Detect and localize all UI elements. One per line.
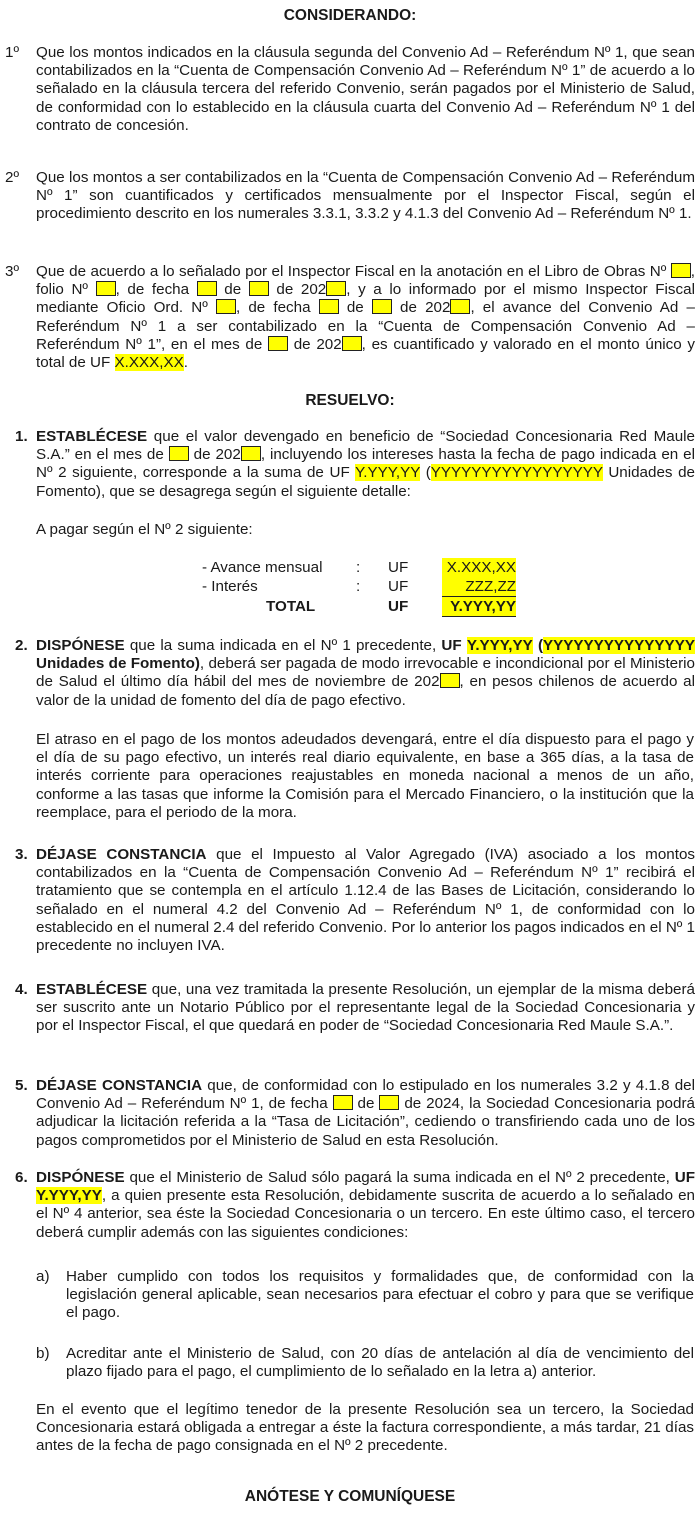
bold-keyword: ( [537,637,543,654]
condition-text: Acreditar ante el Ministerio de Salud, con 20 días de antelación al día de vencimiento del plazo fijado para el pago, el cumplimiento de lo señalado en la letra a) anterior. [66,1345,694,1381]
amount-highlight: Y.YYY,YY [36,1187,102,1205]
resuelvo-2 [5,637,695,710]
item-text [36,428,695,501]
text-segment: , y a lo informado por el mismo Inspector Fiscal mediante Oficio Ord. Nº [36,281,695,317]
item-number: 1. [15,428,28,445]
resuelvo-1 [5,428,695,501]
text-segment: de [346,299,364,317]
blank-field [326,281,346,296]
clause-text [36,263,695,372]
condition-b [36,1345,694,1381]
text-segment: de 202 [400,299,451,317]
bold-keyword: ESTABLÉCESE [36,981,148,998]
blank-field [169,446,189,461]
item-text [36,1077,695,1150]
summary-table [0,558,700,618]
clause-text: Que los montos indicados en la cláusula segunda del Convenio Ad – Referéndum Nº 1, que sean contabilizados en la “Cuenta de Compensación Convenio Ad – Referéndum Nº 1” de acuerdo a lo señalado en la cláusula tercera del referido Convenio, serán pagados por el Ministerio de Salud, de conformidad con lo establecido en la cláusula cuarta del Convenio Ad – Referéndum Nº 1 del contrato de concesión. [36,44,695,134]
considerando-1 [5,44,695,135]
blank-field [372,299,392,314]
text-segment: , folio Nº [36,263,695,299]
text-segment: . [183,354,188,372]
blank-field [450,299,470,314]
text-segment: ( [425,464,431,482]
interest-paragraph: El atraso en el pago de los montos adeudados devengará, entre el día dispuesto para el pago y el día de su pago efectivo, un interés real diario equivalente, en base a 365 días, a la tasa de interés corriente para operaciones reajustables en moneda nacional a menos de un año, conforme a las tasas que informe la Comisión para el Mercado Financiero, o la institución que la reemplace, para el periodo de la mora. [36,731,694,821]
resuelvo-4 [5,981,695,1036]
text-segment: que la suma indicada en el Nº 1 precedente, [129,637,437,654]
item-text [36,981,695,1036]
item-text [36,637,695,710]
item-text [36,846,695,955]
bold-keyword: Unidades de Fomento) [36,655,200,673]
considerando-heading: CONSIDERANDO: [283,7,417,24]
considerando-3 [5,263,695,372]
amount-words-highlight: YYYYYYYYYYYYYYYYY [430,464,603,482]
blank-field [440,673,460,688]
bold-keyword: DISPÓNESE [36,637,125,654]
item-number: 6. [15,1169,28,1186]
condition-label: a) [36,1268,50,1285]
blank-field [671,263,691,278]
summary-unit: UF [388,559,409,576]
blank-field [268,336,288,351]
summary-colon: : [356,578,361,595]
text-segment: de 202 [276,281,327,299]
blank-field [241,446,261,461]
blank-field [249,281,269,296]
amount-highlight: X.XXX,XX [114,354,184,372]
text-segment: , incluyendo los intereses hasta la fecha de pago indicada en el Nº 2 siguiente, corresponde a la suma de UF [36,446,696,482]
text-segment: , el avance del Convenio Ad – Referéndum Nº 1 a ser contabilizado en la “Cuenta de Compensación Convenio Ad – Referéndum Nº 1”, en el mes de [36,299,695,353]
text-segment: de [224,281,242,299]
condition-text: Haber cumplido con todos los requisitos y formalidades que, de conformidad con la legislación general aplicable, sean necesarios para efectuar el cobro y para que se verifique el pago. [66,1268,694,1322]
text-segment: que el Ministerio de Salud sólo pagará la suma indicada en el Nº 2 precedente, [129,1169,670,1186]
summary-total-unit: UF [388,598,409,615]
closing-paragraph: En el evento que el legítimo tenedor de la presente Resolución sea un tercero, la Sociedad Concesionaria estará obligada a entregar a éste la factura correspondiente, a más tardar, 21 días antes de la fecha de pago consignada en el Nº 2 precedente. [36,1401,694,1455]
clause-text: Que los montos a ser contabilizados en la “Cuenta de Compensación Convenio Ad – Referéndum Nº 1” son cuantificados y certificados mensualmente por el Inspector Fiscal, según el procedimiento descrito en los numerales 3.3.1, 3.3.2 y 4.1.3 del Convenio Ad – Referéndum Nº 1. [36,169,695,223]
item-number: 2. [15,637,28,654]
bold-keyword: UF [441,637,462,654]
text-segment: que el Impuesto al Valor Agregado (IVA) asociado a los montos contabilizados en la “Cuenta de Compensación Convenio Ad – Referéndum Nº 1” recibirá el tratamiento que se contempla en el artículo 1.12.4 de las Bases de Licitación, considerando lo señalado en el numeral 4.2 del Convenio Ad – Referéndum Nº 1, de conformidad con lo establecido en el numeral 2.4 del referido Convenio. Por lo anterior los pagos indicados en el Nº 1 precedente no incluyen IVA. [36,846,696,955]
text-segment: , deberá ser pagada de modo irrevocable e incondicional por el Ministerio de Salud el último día hábil del mes de noviembre de 202 [36,655,695,691]
amount-highlight: Y.YYY,YY [466,637,533,654]
considerando-2 [5,169,695,224]
summary-total-label: TOTAL [266,598,316,615]
clause-number: 1º [5,44,19,61]
blank-field [333,1095,353,1110]
blank-field [216,299,236,314]
clause-number: 3º [5,263,19,280]
summary-value: ZZZ,ZZ [442,577,516,596]
condition-label: b) [36,1345,50,1362]
text-segment: de 202 [193,446,241,464]
blank-field [379,1095,399,1110]
resuelvo-heading: RESUELVO: [305,392,395,409]
resuelvo-3 [5,846,695,955]
text-segment: Que de acuerdo a lo señalado por el Inspector Fiscal en la anotación en el Libro de Obras Nº [36,263,667,280]
text-segment: que el valor devengado en beneficio de “Sociedad Concesionaria Red Maule S.A.” en el mes de [36,428,695,464]
footer-heading: ANÓTESE Y COMUNÍQUESE [244,1488,456,1505]
text-segment: de 2024, la Sociedad Concesionaria podrá adjudicar la licitación referida a la “Tasa de Licitación”, cediendo o transfiriendo cada uno de los pagos comprometidos por el Ministerio de Salud en esta Resolución. [36,1095,695,1149]
bold-keyword: DISPÓNESE [36,1169,125,1186]
bold-keyword: DÉJASE CONSTANCIA [36,846,207,863]
blank-field [197,281,217,296]
summary-unit: UF [388,578,409,595]
condition-a [36,1268,694,1323]
pay-label: A pagar según el Nº 2 siguiente: [36,521,253,538]
bold-keyword: UF [674,1169,695,1186]
text-segment: , de fecha [115,281,190,299]
resuelvo-5 [5,1077,695,1150]
text-segment: que, de conformidad con lo estipulado en los numerales 3.2 y 4.1.8 del Convenio Ad – Referéndum Nº 1, de fecha [36,1077,695,1113]
summary-label: - Interés [202,578,258,595]
item-number: 5. [15,1077,28,1094]
bold-keyword: ESTABLÉCESE [36,428,148,445]
amount-words-highlight: YYYYYYYYYYYYYYY [543,637,695,654]
item-number: 4. [15,981,28,998]
text-segment: , es cuantificado y valorado en el monto único y total de UF [36,335,695,372]
summary-total-value: Y.YYY,YY [442,597,516,616]
blank-field [342,336,362,351]
clause-number: 2º [5,169,19,186]
blank-field [96,281,116,296]
text-segment: que, una vez tramitada la presente Resolución, un ejemplar de la misma deberá ser suscrito ante un Notario Público por el representante legal de la Sociedad Concesionaria y por el Inspector Fiscal, el que quedará en poder de “Sociedad Concesionaria Red Maule S.A.”. [36,981,695,1035]
item-number: 3. [15,846,28,863]
text-segment: de [357,1095,375,1113]
text-segment: , de fecha [235,299,311,317]
bold-keyword: DÉJASE CONSTANCIA [36,1077,203,1094]
blank-field [319,299,339,314]
item-text [36,1169,695,1242]
amount-highlight: Y.YYY,YY [355,464,421,482]
summary-colon: : [356,559,361,576]
text-segment: Unidades de Fomento), que se desagrega según el siguiente detalle: [36,464,695,500]
text-segment: , en pesos chilenos de acuerdo al valor de la unidad de fomento del día de pago efectivo. [36,673,695,709]
text-segment: , a quien presente esta Resolución, debidamente suscrita de acuerdo a lo señalado en el Nº 4 anterior, sea éste la Sociedad Concesionaria o un tercero. En este último caso, el tercero deberá cumplir además con las siguientes condiciones: [36,1187,695,1241]
resuelvo-6 [5,1169,695,1242]
summary-value: X.XXX,XX [442,558,516,577]
text-segment: de 202 [293,335,342,353]
summary-label: - Avance mensual [202,559,323,576]
